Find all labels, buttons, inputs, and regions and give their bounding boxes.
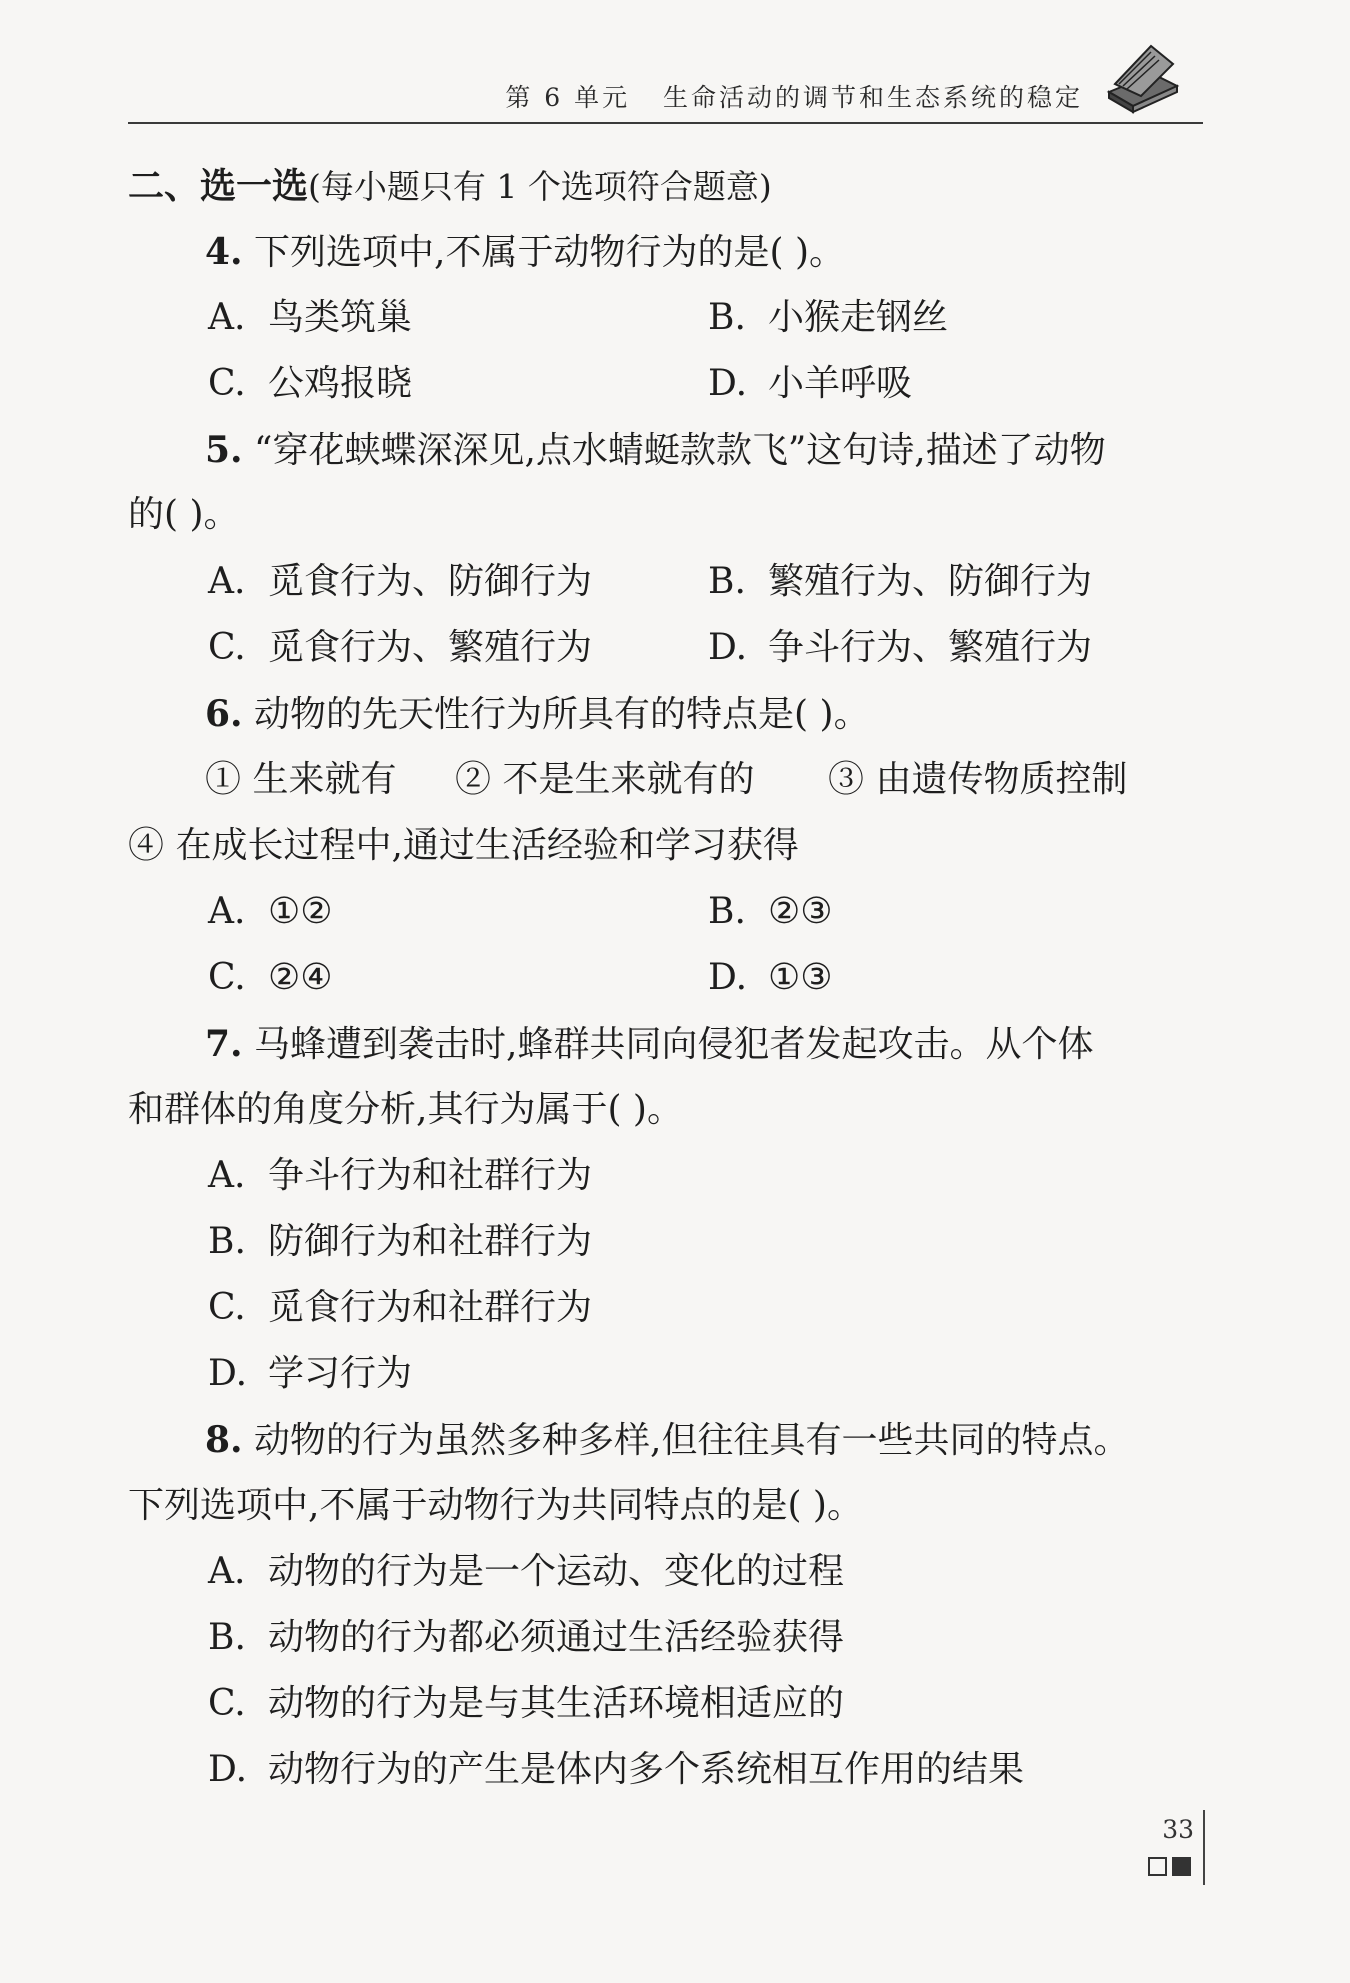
section-title [128, 158, 772, 209]
option-letter: C. [208, 627, 246, 668]
question-7-stem-continued: 和群体的角度分析,其行为属于( )。 [128, 1089, 683, 1130]
option-text: 动物行为的产生是体内多个系统相互作用的结果 [268, 1749, 1025, 1790]
option-text: 动物的行为是与其生活环境相适应的 [268, 1683, 845, 1724]
question-text: “穿花蛱蝶深深见,点水蜻蜓款款飞”这句诗,描述了动物 [242, 430, 1106, 471]
option-letter: C. [208, 1683, 246, 1724]
question-8-stem [205, 1419, 1130, 1461]
option-letter: A. [208, 297, 246, 338]
option-text: 争斗行为、繁殖行为 [768, 627, 1093, 668]
option-text: 防御行为和社群行为 [268, 1221, 593, 1262]
running-header [128, 70, 1203, 124]
question-5-stem-continued: 的( )。 [128, 494, 240, 535]
question-8-option-a[interactable] [208, 1551, 845, 1592]
option-letter: C. [208, 363, 246, 404]
option-letter: A. [208, 1551, 246, 1592]
question-number: 4. [205, 231, 243, 273]
question-6-option-a[interactable] [208, 891, 333, 932]
option-letter: A. [208, 561, 246, 602]
question-text: 下列选项中,不属于动物行为的是( )。 [242, 232, 846, 273]
outline-square-icon [1148, 1857, 1167, 1876]
filled-square-icon [1172, 1857, 1191, 1876]
option-text: 觅食行为、繁殖行为 [268, 627, 593, 668]
book-stack-icon [1101, 34, 1181, 114]
question-number: 6. [205, 693, 243, 735]
option-letter: A. [208, 891, 246, 932]
option-letter: B. [208, 1617, 246, 1658]
option-text: ②④ [268, 957, 333, 998]
question-8-stem-continued: 下列选项中,不属于动物行为共同特点的是( )。 [128, 1485, 863, 1526]
question-6-option-b[interactable] [708, 891, 833, 932]
option-letter: D. [708, 363, 748, 404]
question-number: 7. [205, 1023, 243, 1065]
page-number: 33 [1162, 1815, 1194, 1844]
section-note: (每小题只有 1 个选项符合题意) [308, 167, 772, 206]
option-letter: B. [708, 891, 746, 932]
option-letter: D. [708, 957, 748, 998]
option-text: 觅食行为、防御行为 [268, 561, 593, 602]
option-text: 动物的行为都必须通过生活经验获得 [268, 1617, 845, 1658]
question-4-stem [205, 231, 846, 273]
question-7-stem [205, 1023, 1094, 1065]
option-text: 鸟类筑巢 [268, 297, 413, 338]
question-text: 马蜂遭到袭击时,蜂群共同向侵犯者发起攻击。从个体 [242, 1024, 1094, 1065]
option-text: 学习行为 [268, 1353, 413, 1394]
running-title: 第 6 单元 生命活动的调节和生态系统的稳定 [505, 83, 1083, 112]
option-letter: B. [708, 297, 746, 338]
question-text: 动物的行为虽然多种多样,但往往具有一些共同的特点。 [242, 1420, 1130, 1461]
question-7-option-a[interactable] [208, 1155, 593, 1196]
statement-2: ② 不是生来就有的 [455, 759, 755, 800]
question-number: 8. [205, 1419, 243, 1461]
question-7-option-c[interactable] [208, 1287, 593, 1328]
statement-4: ④ 在成长过程中,通过生活经验和学习获得 [128, 825, 799, 866]
question-6-option-d[interactable] [708, 957, 833, 998]
section-heading: 二、选一选 [128, 165, 309, 207]
option-text: 觅食行为和社群行为 [268, 1287, 593, 1328]
option-letter: A. [208, 1155, 246, 1196]
question-4-option-c[interactable] [208, 363, 413, 404]
statement-3: ③ 由遗传物质控制 [828, 759, 1128, 800]
question-7-option-d[interactable] [208, 1353, 413, 1394]
question-5-option-b[interactable] [708, 561, 1093, 602]
question-8-option-d[interactable] [208, 1749, 1025, 1790]
option-text: 公鸡报晓 [268, 363, 413, 404]
question-5-option-d[interactable] [708, 627, 1093, 668]
option-text: 繁殖行为、防御行为 [768, 561, 1093, 602]
question-4-option-d[interactable] [708, 363, 913, 404]
question-6-stem [205, 693, 870, 735]
option-text: ①③ [768, 957, 833, 998]
option-letter: B. [208, 1221, 246, 1262]
option-letter: D. [208, 1749, 248, 1790]
question-number: 5. [205, 429, 243, 471]
question-4-option-a[interactable] [208, 297, 413, 338]
option-letter: C. [208, 957, 246, 998]
option-letter: D. [208, 1353, 248, 1394]
question-7-option-b[interactable] [208, 1221, 593, 1262]
option-letter: B. [708, 561, 746, 602]
option-letter: D. [708, 627, 748, 668]
question-4-option-b[interactable] [708, 297, 949, 338]
question-8-option-b[interactable] [208, 1617, 845, 1658]
statement-1: ① 生来就有 [205, 759, 397, 800]
option-text: ②③ [768, 891, 833, 932]
option-text: 小猴走钢丝 [768, 297, 949, 338]
question-text: 动物的先天性行为所具有的特点是( )。 [242, 694, 870, 735]
question-5-stem [205, 429, 1106, 471]
question-6-option-c[interactable] [208, 957, 333, 998]
option-text: ①② [268, 891, 333, 932]
option-text: 动物的行为是一个运动、变化的过程 [268, 1551, 845, 1592]
folio-divider [1203, 1810, 1205, 1885]
option-text: 小羊呼吸 [768, 363, 913, 404]
question-5-option-a[interactable] [208, 561, 593, 602]
option-text: 争斗行为和社群行为 [268, 1155, 593, 1196]
question-5-option-c[interactable] [208, 627, 593, 668]
option-letter: C. [208, 1287, 246, 1328]
question-8-option-c[interactable] [208, 1683, 845, 1724]
